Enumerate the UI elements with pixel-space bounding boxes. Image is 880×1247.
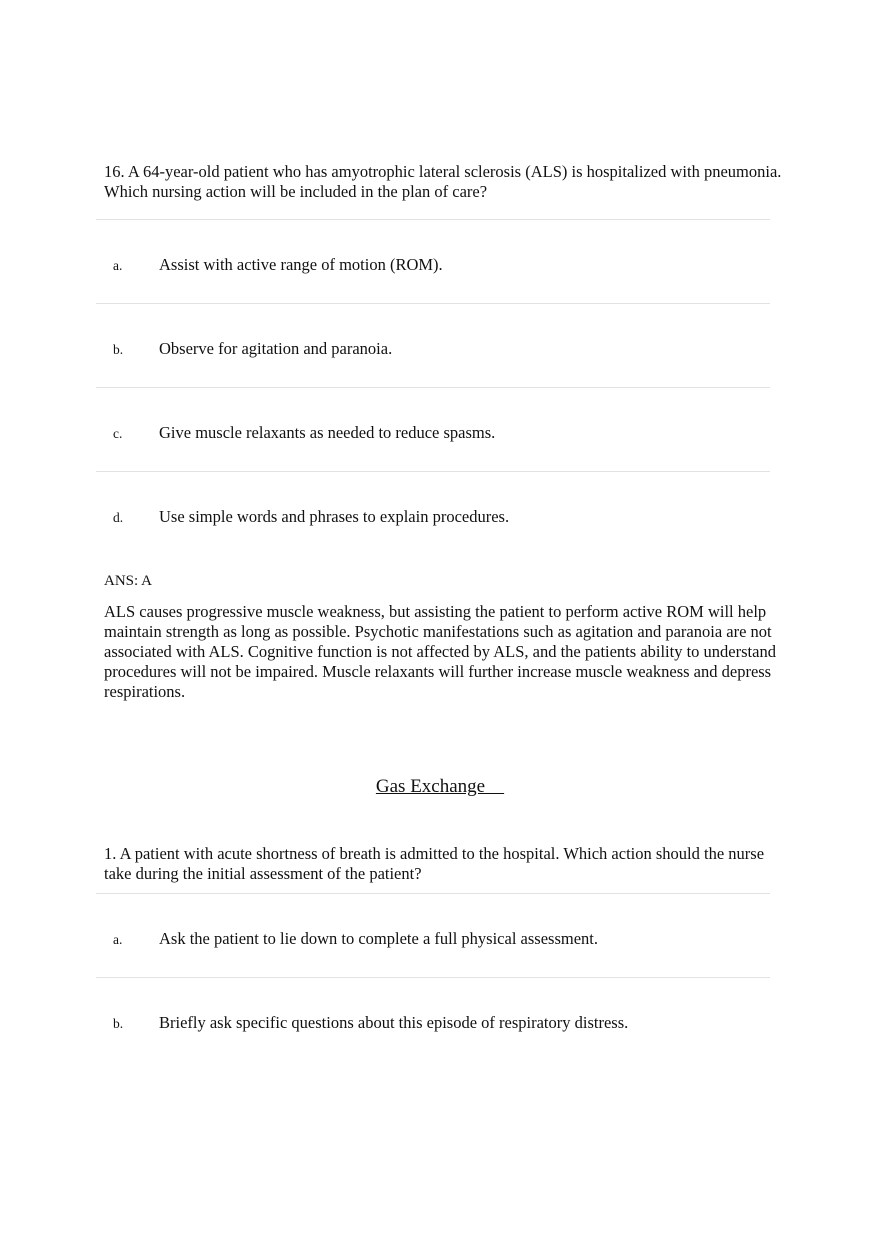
option-letter: d. (113, 510, 124, 525)
option-letter: a. (113, 932, 123, 947)
divider (96, 977, 770, 978)
divider (96, 893, 770, 894)
answer-key: ANS: A (104, 573, 152, 589)
option-text: Assist with active range of motion (ROM). (159, 255, 443, 274)
section-title-text: Gas Exchange (375, 776, 505, 797)
option-text: Briefly ask specific questions about this episode of respiratory distress. (159, 1013, 629, 1032)
option-text: Observe for agitation and paranoia. (159, 339, 393, 358)
option-text: Give muscle relaxants as needed to reduce spasms. (159, 423, 496, 442)
option-text: Use simple words and phrases to explain procedures. (159, 507, 510, 526)
divider (96, 387, 770, 388)
divider (96, 471, 770, 472)
option-letter: b. (113, 342, 124, 357)
rationale: ALS causes progressive muscle weakness, but assisting the patient to perform active ROM will help maintain strength as long as possible. Psychotic manifestations such as agitation and paranoia are not associated with ALS. Cognitive function is not affected by ALS, and the patients ability to understand procedures will not be impaired. Muscle relaxants will further increase muscle weakness and depress respirations. (104, 602, 776, 701)
divider (96, 219, 770, 220)
option-letter: a. (113, 258, 123, 273)
question-16-stem: 16. A 64-year-old patient who has amyotrophic lateral sclerosis (ALS) is hospitalized with pneumonia. Which nursing action will be included in the plan of care? (104, 162, 782, 201)
divider (96, 303, 770, 304)
question-1-stem: 1. A patient with acute shortness of breath is admitted to the hospital. Which action should the nurse take during the initial assessment of the patient? (104, 844, 765, 883)
section-title (0, 775, 880, 799)
option-letter: c. (113, 426, 123, 441)
option-letter: b. (113, 1016, 124, 1031)
option-text: Ask the patient to lie down to complete a full physical assessment. (159, 929, 598, 948)
